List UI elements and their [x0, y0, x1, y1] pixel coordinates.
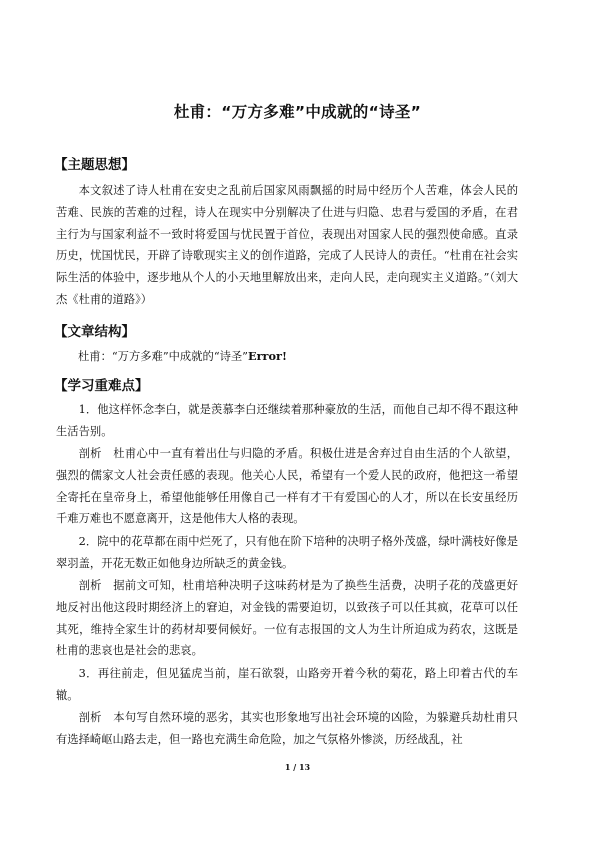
key-point-3-analysis: 剖析 本句写自然环境的恶劣，其实也形象地写出社会环境的凶险，为躲避兵劫杜甫只有选择崎岖山路去走，但一路也充满生命危险，加之气氛格外惨淡，历经战乱，社 [56, 711, 518, 746]
key-point-1-analysis: 剖析 杜甫心中一直有着出仕与归隐的矛盾。积极仕进是舍弃过自由生活的个人欲望，强烈的儒家文人社会责任感的表现。他关心人民，希望有一个爱人民的政府，他把这一希望全寄托在皇帝身上，希望他能够任用像自己一样有才干有爱国心的人才，所以在长安虽经历千难万难也不愿意离开，这是他伟大人格的表现。 [56, 447, 518, 526]
page-number: 1 / 13 [284, 762, 311, 772]
key-point-2: 2．院中的花草都在雨中烂死了，只有他在阶下培种的决明子格外茂盛，绿叶满枝好像是翠羽盖，开花无数正如他身边所缺乏的黄金钱。 [56, 535, 518, 570]
document-title: 杜甫：“万方多难”中成就的“诗圣” [173, 103, 422, 121]
section-heading-theme: 【主题思想】 [54, 157, 135, 173]
structure-text: 杜甫：“万方多难”中成就的“诗圣” [78, 350, 248, 363]
key-point-2-analysis: 剖析 据前文可知，杜甫培种决明子这味药材是为了换些生活费，决明子花的茂盛更好地反衬出他这段时期经济上的窘迫，对金钱的需要迫切，以致孩子可以任其疯，花草可以任其死，维持全家生计的药材却要伺候好。一位有志报国的文人为生计所迫成为药农，这既是杜甫的悲哀也是社会的悲哀。 [56, 579, 518, 658]
structure-line [78, 346, 287, 368]
key-point-3: 3．再往前走，但见猛虎当前，崖石欲裂，山路旁开着今秋的菊花，路上印着古代的车辙。 [56, 667, 518, 702]
key-point-1: 1．他这样怀念李白，就是羡慕李白还继续着那种豪放的生活，而他自己却不得不跟这种生活告别。 [56, 403, 518, 438]
section-heading-key-points: 【学习重难点】 [54, 378, 149, 394]
structure-error-text: Error! [247, 349, 287, 363]
theme-paragraph: 本文叙述了诗人杜甫在安史之乱前后国家风雨飘摇的时局中经历个人苦难，体会人民的苦难、民族的苦难的过程，诗人在现实中分别解决了仕进与归隐、忠君与爱国的矛盾，在君主行为与国家利益不一致时将爱国与忧民置于首位，表现出对国家人民的强烈使命感。直录历史，忧国忧民，开辟了诗歌现实主义的创作道路，完成了人民诗人的责任。“杜甫在社会实际生活的体验中，逐步地从个人的小天地里解放出来，走向人民，走向现实主义道路。”（刘大杰《杜甫的道路》） [56, 184, 518, 306]
section-heading-structure: 【文章结构】 [54, 324, 135, 340]
